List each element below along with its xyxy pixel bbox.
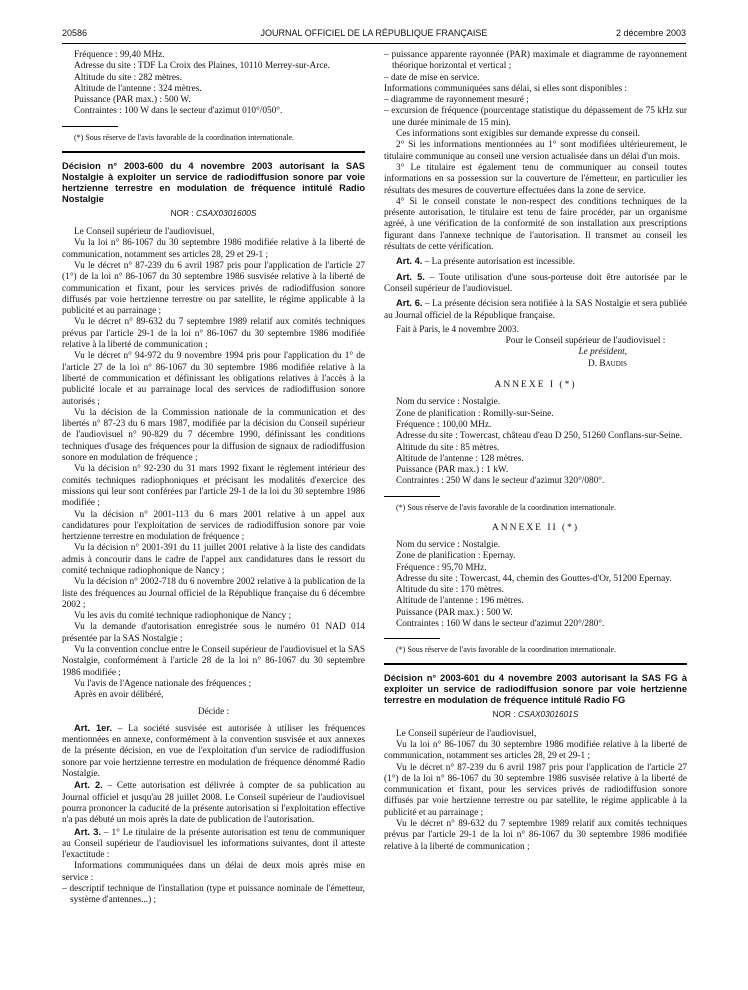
annex-2-title: ANNEXE II (*) <box>491 522 580 533</box>
footnote-rule <box>62 126 118 127</box>
intro-line: Contraintes : 100 W dans le secteur d'azimut 010°/050°. <box>74 106 283 117</box>
right-column <box>384 50 687 853</box>
article-label: Art. 5. <box>396 271 425 282</box>
visa-paragraph: Vu la loi n° 86-1067 du 30 septembre 1986 modifiée relative à la liberté de communication, notamment ses articles 28, 29 et 29-1 ; <box>384 739 687 762</box>
visa-paragraph: Vu l'avis de l'Agence nationale des fréquences ; <box>74 678 252 689</box>
intro-line: Fréquence : 99,40 MHz. <box>74 50 165 60</box>
visa-paragraph: Vu la décision de la Commission nationale de la communication et des libertés n° 87-23 du 6 mars 1987, modifiée par la décision du Conseil supérieur de l'audiovisuel n° 90-829 du 7 décembre 1990, définissant les conditions techniques d'usage des fréquences pour la diffusion de signaux de radiodiffusion sonore en modulation de fréquence ; <box>62 407 365 464</box>
visa-paragraph: Vu le décret n° 87-239 du 6 avril 1987 pris pour l'application de l'article 27 (1°) de la loi n° 86-1067 du 30 septembre 1986 susvisée relative à la liberté de communication et fixant, pour les services privés de radiodiffusion sonore diffusés par voie hertzienne terrestre ou par satellite, le régime applicable à la publicité et au parrainage ; <box>62 260 365 317</box>
body-paragraph: 4° Si le conseil constate le non-respect des conditions techniques de la présente autorisation, le titulaire est tenu de faire procéder, par un organisme agréé, à une vérification de la conformité de son installation aux prescriptions figurant dans l'annexe technique de l'autorisation. Il transmet au conseil les résultats de cette vérification. <box>384 196 687 253</box>
nor-code: CSAX0301601S <box>517 709 579 720</box>
decide-heading: Décide : <box>197 706 230 717</box>
annex-line: Fréquence : 95,70 MHz. <box>396 562 487 573</box>
annex-line: Puissance (PAR max.) : 500 W. <box>396 607 513 618</box>
article-label: Art. 3. <box>74 826 101 837</box>
visa-paragraph: Vu la décision n° 92-230 du 31 mars 1992 fixant le règlement intérieur des comités techniques radiophoniques et précisant les modalités d'exercice des missions qui leur sont conférées par l'article 29-1 de la loi du 30 septembre 1986 modifiée ; <box>62 464 365 509</box>
no-delay-intro: Informations communiquées sans délai, si elles sont disponibles : <box>384 83 627 94</box>
annex-line: Altitude de l'antenne : 196 mètres. <box>396 596 524 607</box>
annex-line: Altitude de l'antenne : 128 mètres. <box>396 453 524 464</box>
annex-line: Zone de planification : Epernay. <box>396 551 516 562</box>
body-paragraph: 3° Le titulaire est également tenu de communiquer au conseil toutes informations en sa possession sur la couverture de l'émetteur, en particulier les résultats des mesures de couverture effectuées dans la zone de service. <box>384 162 687 196</box>
article-label: Art. 1er. <box>74 722 113 733</box>
nor-reference <box>62 208 365 219</box>
article-4 <box>384 256 687 268</box>
article-text: – 1° Le titulaire de la présente autorisation est tenu de communiquer au Conseil supérieur de l'audiovisuel les informations suivantes, dont il atteste l'exactitude : <box>62 827 365 861</box>
annex-line: Zone de planification : Romilly-sur-Seine. <box>396 408 554 419</box>
nor-label: NOR : <box>492 709 518 720</box>
article-label: Art. 2. <box>74 780 103 791</box>
visa-paragraph: Vu la décision n° 2001-391 du 11 juillet 2001 relative à la liste des candidats admis à concourir dans le cadre de l'appel aux candidatures dans le ressort du comité technique radiophonique de Nancy ; <box>62 543 365 576</box>
signature-role <box>384 347 687 358</box>
annex-line: Fréquence : 100,00 MHz. <box>396 419 492 430</box>
left-column <box>62 50 365 907</box>
visa-paragraph: Vu la décision n° 2001-113 du 6 mars 2001 relative à un appel aux candidatures pour l'exploitation de services de radiodiffusion sonore par voie hertzienne terrestre en modulation de fréquence ; <box>62 509 365 543</box>
body-paragraph: Ces informations sont exigibles sur demande expresse du conseil. <box>396 129 640 140</box>
footnote-rule <box>384 496 440 497</box>
annex-line: Altitude du site : 170 mètres. <box>396 585 504 596</box>
annex-line: Nom du service : Nostalgie. <box>396 397 501 408</box>
section-rule <box>384 663 687 665</box>
visa-paragraph: Vu le décret n° 89-632 du 7 septembre 1989 relatif aux comités techniques prévus par l'article 29-1 de la loi n° 86-1067 du 30 septembre 1986 modifiée relative à la liberté de communication ; <box>62 317 365 351</box>
visa-paragraph: Le Conseil supérieur de l'audiovisuel, <box>74 227 215 238</box>
page-header <box>62 28 686 40</box>
issue-date: 2 décembre 2003 <box>615 28 686 38</box>
nor-code: CSAX0301600S <box>195 207 257 218</box>
intro-block <box>62 50 365 118</box>
info-item: – puissance apparente rayonnée (PAR) maximale et diagramme de rayonnement théorique horizontal et vertical ; <box>384 50 687 72</box>
annex-line: Nom du service : Nostalgie. <box>396 539 501 550</box>
visa-paragraph: Vu le décret n° 89-632 du 7 septembre 1989 relatif aux comités techniques prévus par l'article 29-1 de la loi n° 86-1067 du 30 septembre 1986 modifiée relative à la liberté de communication ; <box>384 819 687 852</box>
header-rule <box>62 43 686 44</box>
article-6 <box>384 298 687 322</box>
intro-line: Puissance (PAR max.) : 500 W. <box>74 95 191 106</box>
visa-paragraph: Vu la demande d'autorisation enregistrée sous le numéro 01 NAD 014 présentée par la SAS Nostalgie ; <box>62 622 365 644</box>
annex-line: Puissance (PAR max.) : 1 kW. <box>396 465 509 476</box>
footnote: (*) Sous réserve de l'avis favorable de la coordination internationale. <box>396 645 617 655</box>
intro-line: Adresse du site : TDF La Croix des Plaines, 10110 Merrey-sur-Arce. <box>74 61 330 72</box>
visa-paragraph: Vu la convention conclue entre le Conseil supérieur de l'audiovisuel et la SAS Nostalgie, conformément à l'article 28 de la loi n° 86-1067 du 30 septembre 1986 modifiée ; <box>62 645 365 678</box>
article-5 <box>384 272 687 296</box>
decision-title: Décision n° 2003-600 du 4 novembre 2003 autorisant la SAS Nostalgie à exploiter un service de radiodiffusion sonore par voie hertzienne terrestre en modulation de fréquence intitulé Radio Nostalgie <box>62 160 365 204</box>
visa-paragraph: Après en avoir délibéré, <box>74 690 164 701</box>
visa-paragraph: Vu le décret n° 87-239 du 6 avril 1987 pris pour l'application de l'article 27 (1°) de la loi n° 86-1067 du 30 septembre 1986 susvisée relative à la liberté de communication et fixant, pour les services privés de radiodiffusion sonore diffusés par voie hertzienne terrestre ou par satellite, le régime applicable à la publicité et au parrainage ; <box>384 762 687 818</box>
article-1 <box>62 723 365 780</box>
annex-line: Altitude du site : 85 mètres. <box>396 442 500 453</box>
annex-line: Contraintes : 250 W dans le secteur d'azimut 320°/080°. <box>396 476 605 487</box>
footnote-rule <box>384 638 440 639</box>
info-intro: Informations communiquées dans un délai de deux mois après mise en service : <box>62 861 365 883</box>
info-item: – date de mise en service. <box>384 72 480 83</box>
article-label: Art. 6. <box>396 298 423 309</box>
article-2 <box>62 780 365 826</box>
nor-reference <box>384 709 687 720</box>
visa-paragraph: Vu la loi n° 86-1067 du 30 septembre 1986 modifiée relative à la liberté de communication, notamment ses articles 28, 29 et 29-1 ; <box>62 238 365 260</box>
annex-line: Adresse du site : Towercast, château d'eau D 250, 51260 Conflans-sur-Seine. <box>396 431 682 442</box>
intro-line: Altitude de l'antenne : 324 mètres. <box>74 83 202 94</box>
signature-name: D. Baudis <box>588 358 627 369</box>
decision-2-title: Décision n° 2003-601 du 4 novembre 2003 autorisant la SAS FG à exploiter un service de radiodiffusion sonore par voie hertzienne terrestre en modulation de fréquence intitulé Radio FG <box>384 673 687 706</box>
page-number: 20586 <box>62 28 88 38</box>
body-paragraph: 2° Si les informations mentionnées au 1° sont modifiées ultérieurement, le titulaire communique au conseil une version actualisée dans un délai d'un mois. <box>384 140 687 162</box>
article-text: – La présente autorisation est incessible. <box>422 257 575 268</box>
signature-role-text: Le président, <box>578 347 627 358</box>
section-rule <box>62 151 365 153</box>
footnote: (*) Sous réserve de l'avis favorable de la coordination internationale. <box>396 502 617 512</box>
article-text: – Cette autorisation est délivrée à compter de sa publication au Journal officiel et jusqu'au 28 juillet 2008. Le Conseil supérieur de l'audiovisuel pourra prononcer la caducité de la présente autorisation si l'exploitation effective n'a pas débuté un mois après la date de publication de l'autorisation. <box>62 781 365 826</box>
article-3 <box>62 827 365 862</box>
annex-1-title: ANNEXE I (*) <box>494 380 577 391</box>
done-at: Fait à Paris, le 4 novembre 2003. <box>396 324 519 335</box>
intro-line: Altitude du site : 282 mètres. <box>74 72 182 83</box>
info-item: – diagramme de rayonnement mesuré ; <box>384 95 529 106</box>
footnote: (*) Sous réserve de l'avis favorable de la coordination internationale. <box>74 132 295 142</box>
journal-title: JOURNAL OFFICIEL DE LA RÉPUBLIQUE FRANÇAISE <box>260 28 488 38</box>
info-item: – excursion de fréquence (pourcentage statistique du dépassement de 75 kHz sur une durée minimale de 15 min). <box>384 106 687 128</box>
nor-label: NOR : <box>170 207 196 218</box>
article-label: Art. 4. <box>396 256 423 267</box>
article-text: – La société susvisée est autorisée à utiliser les fréquences mentionnées en annexe, conformément à la convention susvisée et aux annexes de la présente décision, en vue de l'exploitation d'un service de radiodiffusion sonore par voie hertzienne terrestre en modulation de fréquence dénommé Radio Nostalgie. <box>62 723 365 780</box>
visa-paragraph: Vu la décision n° 2002-718 du 6 novembre 2002 relative à la publication de la liste des fréquences au Journal officiel de la République française du 6 décembre 2002 ; <box>62 577 365 610</box>
visas-block <box>62 227 365 701</box>
annex-line: Contraintes : 160 W dans le secteur d'azimut 220°/280°. <box>396 619 605 630</box>
annex-line: Adresse du site : Towercast, 44, chemin des Gouttes-d'Or, 51200 Epernay. <box>396 573 672 584</box>
visa-paragraph: Vu les avis du comité technique radiophonique de Nancy ; <box>74 611 292 622</box>
visa-paragraph: Vu le décret n° 94-972 du 9 novembre 1994 pris pour l'application du 1° de l'article 27 de la loi n° 86-1067 du 30 septembre 1986 modifiée relative à la liberté de communication et définissant les obligations relatives à l'accès à la publicité locale et au parrainage local des services de radiodiffusion sonore autorisés ; <box>62 351 365 407</box>
info-item: – descriptif technique de l'installation (type et puissance nominale de l'émetteur, système d'antennes...) ; <box>62 884 365 906</box>
visa-paragraph: Le Conseil supérieur de l'audiovisuel, <box>396 728 537 739</box>
article-text: – Toute utilisation d'une sous-porteuse doit être autorisée par le Conseil supérieur de l'audiovisuel. <box>384 272 687 294</box>
signature-line: Pour le Conseil supérieur de l'audiovisuel : <box>505 336 666 347</box>
article-text: – La présente décision sera notifiée à la SAS Nostalgie et sera publiée au Journal officiel de la République française. <box>384 299 687 321</box>
